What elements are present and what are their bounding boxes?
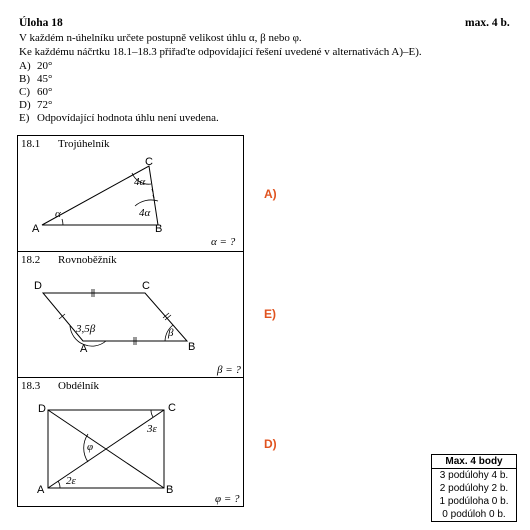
panel-rectangle — [17, 377, 244, 507]
answer-18-3: D) — [264, 437, 277, 451]
angle-a-label: 3,5β — [76, 323, 96, 335]
angle-beta-label: β — [168, 327, 174, 339]
vertex-b-label: B — [155, 223, 163, 235]
option-c — [19, 86, 52, 98]
angle-c-label: 4α — [134, 176, 146, 188]
vertex-c-label: C — [145, 156, 153, 168]
option-text: Odpovídající hodnota úhlu není uvedena. — [37, 112, 219, 124]
vertex-a-label: A — [37, 484, 45, 496]
angle-a-label: 2ε — [66, 475, 76, 487]
option-letter: E) — [19, 112, 30, 124]
option-a — [19, 60, 52, 72]
scoring-row: 0 podúloh 0 b. — [442, 509, 506, 520]
parallelogram-figure — [18, 252, 245, 379]
task-number: 18.2 — [21, 254, 41, 266]
option-d — [19, 99, 52, 111]
option-letter: B) — [19, 73, 30, 85]
answer-18-2: E) — [264, 307, 276, 321]
task-name: Trojúhelník — [58, 138, 110, 150]
answer-18-1: A) — [264, 187, 277, 201]
task-number: 18.1 — [21, 138, 41, 150]
instruction-line-2: Ke každému náčrtku 18.1–18.3 přiřaďte odpovídající řešení uvedené v alternativách A)–E). — [19, 46, 422, 58]
max-points: max. 4 b. — [465, 17, 510, 29]
scoring-table — [431, 454, 517, 522]
task-number: 18.3 — [21, 380, 41, 392]
instruction-line-1: V každém n-úhelníku určete postupně velikost úhlu α, β nebo φ. — [19, 32, 302, 44]
panel-triangle — [17, 135, 244, 252]
vertex-d-label: D — [34, 280, 42, 292]
vertex-b-label: B — [188, 341, 196, 353]
scoring-title: Max. 4 body — [432, 455, 516, 469]
option-b — [19, 73, 52, 85]
vertex-a-label: A — [80, 343, 88, 355]
vertex-a-label: A — [32, 223, 40, 235]
vertex-d-label: D — [38, 403, 46, 415]
vertex-b-label: B — [166, 484, 174, 496]
vertex-c-label: C — [168, 402, 176, 414]
option-text: 45° — [37, 73, 53, 85]
option-e — [19, 112, 219, 124]
task-title: Úloha 18 — [19, 17, 63, 29]
query-label: α = ? — [211, 236, 236, 248]
task-name: Rovnoběžník — [58, 254, 117, 266]
angle-c-label: 3ε — [147, 423, 157, 435]
query-label: φ = ? — [215, 493, 240, 505]
option-text: 72° — [37, 99, 53, 111]
scoring-row: 3 podúlohy 4 b. — [439, 470, 509, 481]
option-text: 60° — [37, 86, 53, 98]
vertex-c-label: C — [142, 280, 150, 292]
scoring-row: 1 podúloha 0 b. — [439, 496, 509, 507]
option-letter: D) — [19, 99, 31, 111]
query-label: β = ? — [217, 364, 241, 376]
angle-alpha-label: α — [55, 208, 61, 220]
angle-phi-label: φ — [87, 441, 94, 453]
panel-parallelogram — [17, 251, 244, 378]
angle-b-label: 4α — [139, 207, 151, 219]
option-text: 20° — [37, 60, 53, 72]
option-letter: A) — [19, 60, 31, 72]
scoring-row: 2 podúlohy 2 b. — [439, 483, 509, 494]
option-letter: C) — [19, 86, 30, 98]
rectangle-figure — [18, 378, 245, 508]
task-name: Obdélník — [58, 380, 99, 392]
